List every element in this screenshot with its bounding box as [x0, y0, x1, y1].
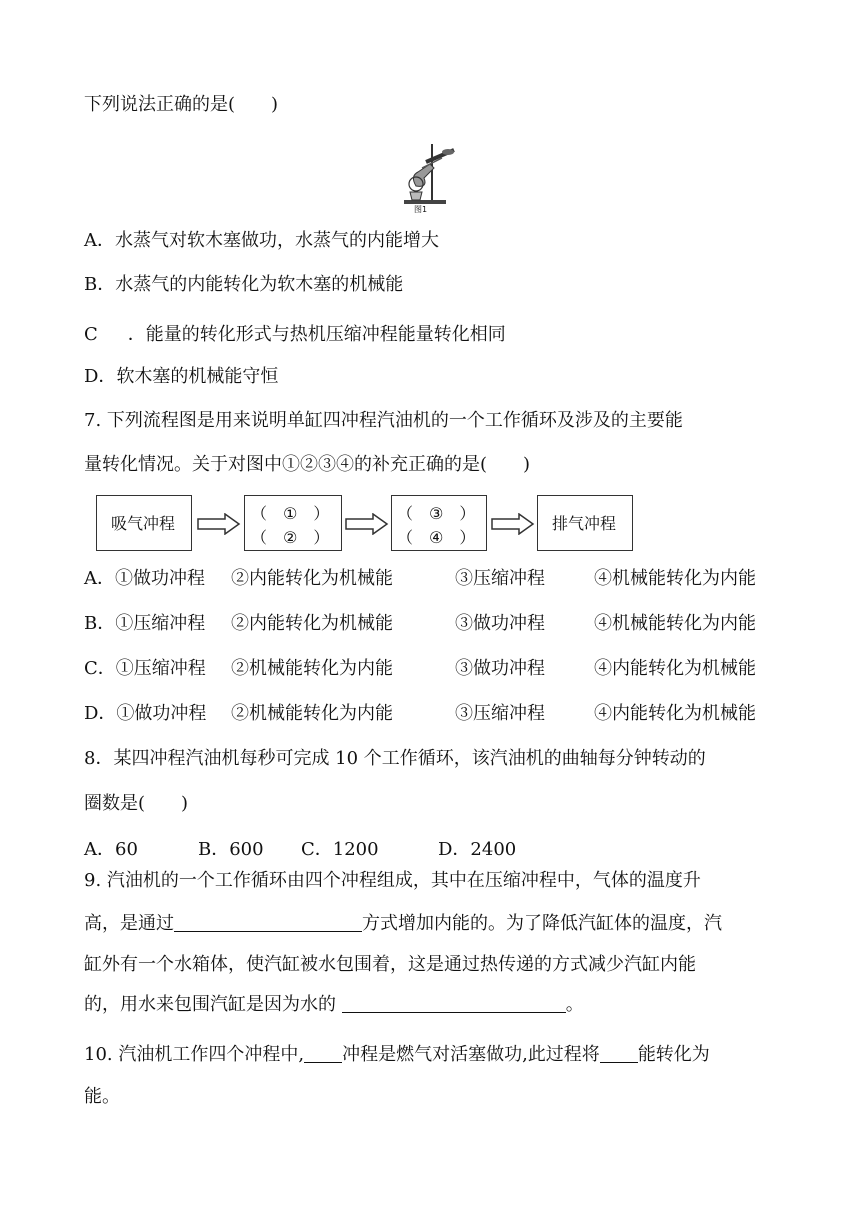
flow-blank-1: （ ① ） [251, 504, 330, 523]
q10-text: 10. 汽油机工作四个冲程中, [84, 1044, 305, 1065]
q8-option-b: B．600 [198, 839, 264, 860]
q9-answer-blank-1[interactable] [174, 913, 362, 932]
flow-box-stage-2 [244, 495, 342, 551]
option-part: ④内能转化为机械能 [594, 658, 756, 679]
flow-arrow-2 [345, 513, 389, 535]
flow-blank-2: （ ② ） [251, 528, 330, 547]
option-part: A．①做功冲程 [84, 568, 205, 589]
q7-stem-line2: 量转化情况。关于对图中①②③④的补充正确的是( ) [84, 454, 531, 475]
q10-answer-blank-1[interactable] [304, 1044, 342, 1063]
q9-stem-line2 [84, 913, 722, 935]
option-part: ③做功冲程 [455, 613, 545, 634]
q8-option-d: D．2400 [438, 839, 517, 860]
option-part: ③压缩冲程 [455, 568, 545, 589]
option-part: ②机械能转化为内能 [231, 703, 393, 724]
option-part: C．①压缩冲程 [84, 658, 206, 679]
q6-stem: 下列说法正确的是( ) [84, 94, 279, 115]
option-part: B．①压缩冲程 [84, 613, 206, 634]
flow-blank-3: （ ③ ） [397, 504, 476, 523]
q9-stem-line4 [84, 994, 584, 1016]
option-letter: A． [84, 230, 115, 251]
flow-arrow-3 [491, 513, 535, 535]
q10-text: 冲程是燃气对活塞做功,此过程将 [342, 1044, 600, 1065]
q8-stem-line2: 圈数是( ) [84, 793, 189, 814]
q7-option-c [84, 658, 784, 680]
figure-1-label: 图1 [414, 205, 428, 214]
flow-box-intake-label: 吸气冲程 [111, 514, 176, 533]
flow-box-stage-3 [391, 495, 487, 551]
q6-option-c [84, 324, 506, 346]
q8-options [84, 839, 784, 861]
q9-text: 。 [565, 994, 584, 1015]
option-text: ．能量的转化形式与热机压缩冲程能量转化相同 [127, 324, 506, 345]
q7-option-a [84, 568, 784, 590]
option-part: ③压缩冲程 [455, 703, 545, 724]
flow-box-exhaust-label: 排气冲程 [552, 514, 617, 533]
q9-text: 方式增加内能的。为了降低汽缸体的温度，汽 [362, 913, 722, 934]
q9-stem-line1: 9. 汽油机的一个工作循环由四个冲程组成，其中在压缩冲程中，气体的温度升 [84, 870, 701, 891]
apparatus-illustration [396, 138, 460, 216]
q10-answer-blank-2[interactable] [600, 1044, 638, 1063]
option-part: ④机械能转化为内能 [594, 613, 756, 634]
q9-answer-blank-2[interactable] [342, 994, 566, 1013]
q6-option-b [84, 274, 403, 296]
q7-option-d [84, 703, 784, 725]
option-text: 软木塞的机械能守恒 [116, 366, 279, 387]
option-part: ②内能转化为机械能 [231, 568, 393, 589]
q6-option-a [84, 230, 439, 252]
option-letter: B． [84, 274, 116, 295]
q9-text: 高，是通过 [84, 913, 174, 934]
flow-arrow-1 [197, 513, 241, 535]
option-letter: C [84, 324, 98, 345]
option-part: ②内能转化为机械能 [231, 613, 393, 634]
option-part: ②机械能转化为内能 [231, 658, 393, 679]
q10-stem-line1 [84, 1044, 710, 1066]
q9-text: 的，用水来包围汽缸是因为水的 [84, 994, 342, 1015]
q8-option-c: C．1200 [301, 839, 379, 860]
option-part: ③做功冲程 [455, 658, 545, 679]
option-text: 水蒸气对软木塞做功，水蒸气的内能增大 [115, 230, 439, 251]
flow-box-exhaust [537, 495, 633, 551]
option-part: ④内能转化为机械能 [594, 703, 756, 724]
q10-text: 能转化为 [637, 1044, 710, 1065]
q6-option-d [84, 366, 278, 388]
flow-blank-4: （ ④ ） [397, 528, 476, 547]
option-part: D．①做功冲程 [84, 703, 207, 724]
option-text: 水蒸气的内能转化为软木塞的机械能 [115, 274, 404, 295]
flow-box-intake [96, 495, 192, 551]
option-letter: D． [84, 366, 117, 387]
option-part: ④机械能转化为内能 [594, 568, 756, 589]
q9-stem-line3: 缸外有一个水箱体，使汽缸被水包围着，这是通过热传递的方式减少汽缸内能 [84, 954, 696, 975]
q10-stem-line2: 能。 [84, 1086, 120, 1107]
q8-stem-line1: 8．某四冲程汽油机每秒可完成 10 个工作循环，该汽油机的曲轴每分钟转动的 [84, 748, 706, 769]
figure-1 [396, 138, 460, 216]
q7-option-b [84, 613, 784, 635]
q8-option-a: A．60 [84, 839, 138, 860]
q7-stem-line1: 7. 下列流程图是用来说明单缸四冲程汽油机的一个工作循环及涉及的主要能 [84, 410, 683, 431]
